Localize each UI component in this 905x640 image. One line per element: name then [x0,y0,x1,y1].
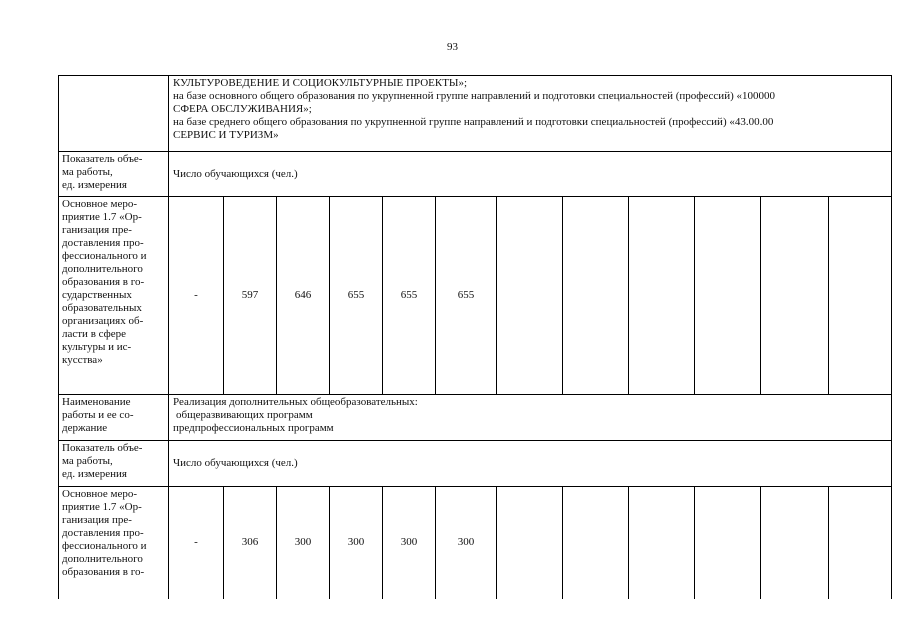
value-cell: - [169,487,224,599]
top-block-line: СФЕРА ОБСЛУЖИВАНИЯ»; [173,103,312,115]
program-table [58,75,892,599]
activity-label-line: доставления про- [62,237,144,249]
activity-label-line: ганизация пре- [62,224,132,236]
activity-label-line: культуры и ис- [62,341,132,353]
top-block-line: СЕРВИС И ТУРИЗМ» [173,129,279,141]
activity-label-line: приятие 1.7 «Ор- [62,211,142,223]
indicator-label [59,441,169,487]
indicator-row [59,441,892,487]
work-row [59,395,892,441]
value-cell: 300 [330,487,383,599]
value-cell [563,197,629,395]
work-value-line: Реализация дополнительных общеобразовательных: [173,396,418,408]
activity-label-line: Основное меро- [62,198,138,210]
top-block-line: на базе основного общего образования по укрупненной группе направлений и подготовки специальностей (профессий) «100000 [173,90,775,102]
activity-label-line: кусства» [62,354,103,366]
activity-label [59,197,169,395]
work-value-line: общеразвивающих программ [176,409,313,421]
top-block-empty-label [59,76,169,152]
page-number: 93 [447,41,458,53]
top-block-row [59,76,892,152]
value-cell [497,197,563,395]
indicator-label-line: ма работы, [62,166,113,178]
activity-label-line: дополнительного [62,263,143,275]
activity-label [59,487,169,599]
value-cell: 300 [277,487,330,599]
value-cell [563,487,629,599]
activity-label-line: приятие 1.7 «Ор- [62,501,142,513]
activity-label-line: сударственных [62,289,132,301]
indicator-label [59,152,169,197]
top-block-line: КУЛЬТУРОВЕДЕНИЕ И СОЦИОКУЛЬТУРНЫЕ ПРОЕКТЫ»; [173,77,468,89]
work-value [169,395,892,441]
value-cell [761,487,829,599]
indicator-label-line: ма работы, [62,455,113,467]
indicator-label-line: Показатель объе- [62,153,143,165]
activity-label-line: ганизация пре- [62,514,132,526]
value-cell [629,487,695,599]
value-cell: 646 [277,197,330,395]
activity-label-line: организациях об- [62,315,144,327]
value-cell: 306 [224,487,277,599]
indicator-label-line: ед. измерения [62,468,127,480]
work-label-line: работы и ее со- [62,409,134,421]
activity-label-line: образовательных [62,302,142,314]
value-cell [629,197,695,395]
value-cell [829,487,892,599]
indicator-row [59,152,892,197]
value-cell: 597 [224,197,277,395]
activity-label-line: фессионального и [62,250,147,262]
activity-label-line: доставления про- [62,527,144,539]
value-cell: - [169,197,224,395]
work-label [59,395,169,441]
value-cell: 655 [436,197,497,395]
work-label-line: Наименование [62,396,131,408]
value-cell: 655 [330,197,383,395]
indicator-value: Число обучающихся (чел.) [169,441,892,487]
work-value-line: предпрофессиональных программ [173,422,334,434]
activity-row [59,197,892,395]
value-cell: 655 [383,197,436,395]
activity-label-line: ласти в сфере [62,328,127,340]
activity-label-line: фессионального и [62,540,147,552]
work-label-line: держание [62,422,108,434]
value-cell [761,197,829,395]
top-block-line: на базе среднего общего образования по укрупненной группе направлений и подготовки специальностей (профессий) «43.00.00 [173,116,774,128]
indicator-value: Число обучающихся (чел.) [169,152,892,197]
value-cell [497,487,563,599]
value-cell [829,197,892,395]
indicator-label-line: Показатель объе- [62,442,143,454]
activity-label-line: образования в го- [62,276,145,288]
activity-row [59,487,892,599]
activity-label-line: образования в го- [62,566,145,578]
activity-label-line: Основное меро- [62,488,138,500]
top-block-text [169,76,892,152]
indicator-label-line: ед. измерения [62,179,127,191]
activity-label-line: дополнительного [62,553,143,565]
value-cell [695,197,761,395]
value-cell: 300 [383,487,436,599]
value-cell: 300 [436,487,497,599]
value-cell [695,487,761,599]
